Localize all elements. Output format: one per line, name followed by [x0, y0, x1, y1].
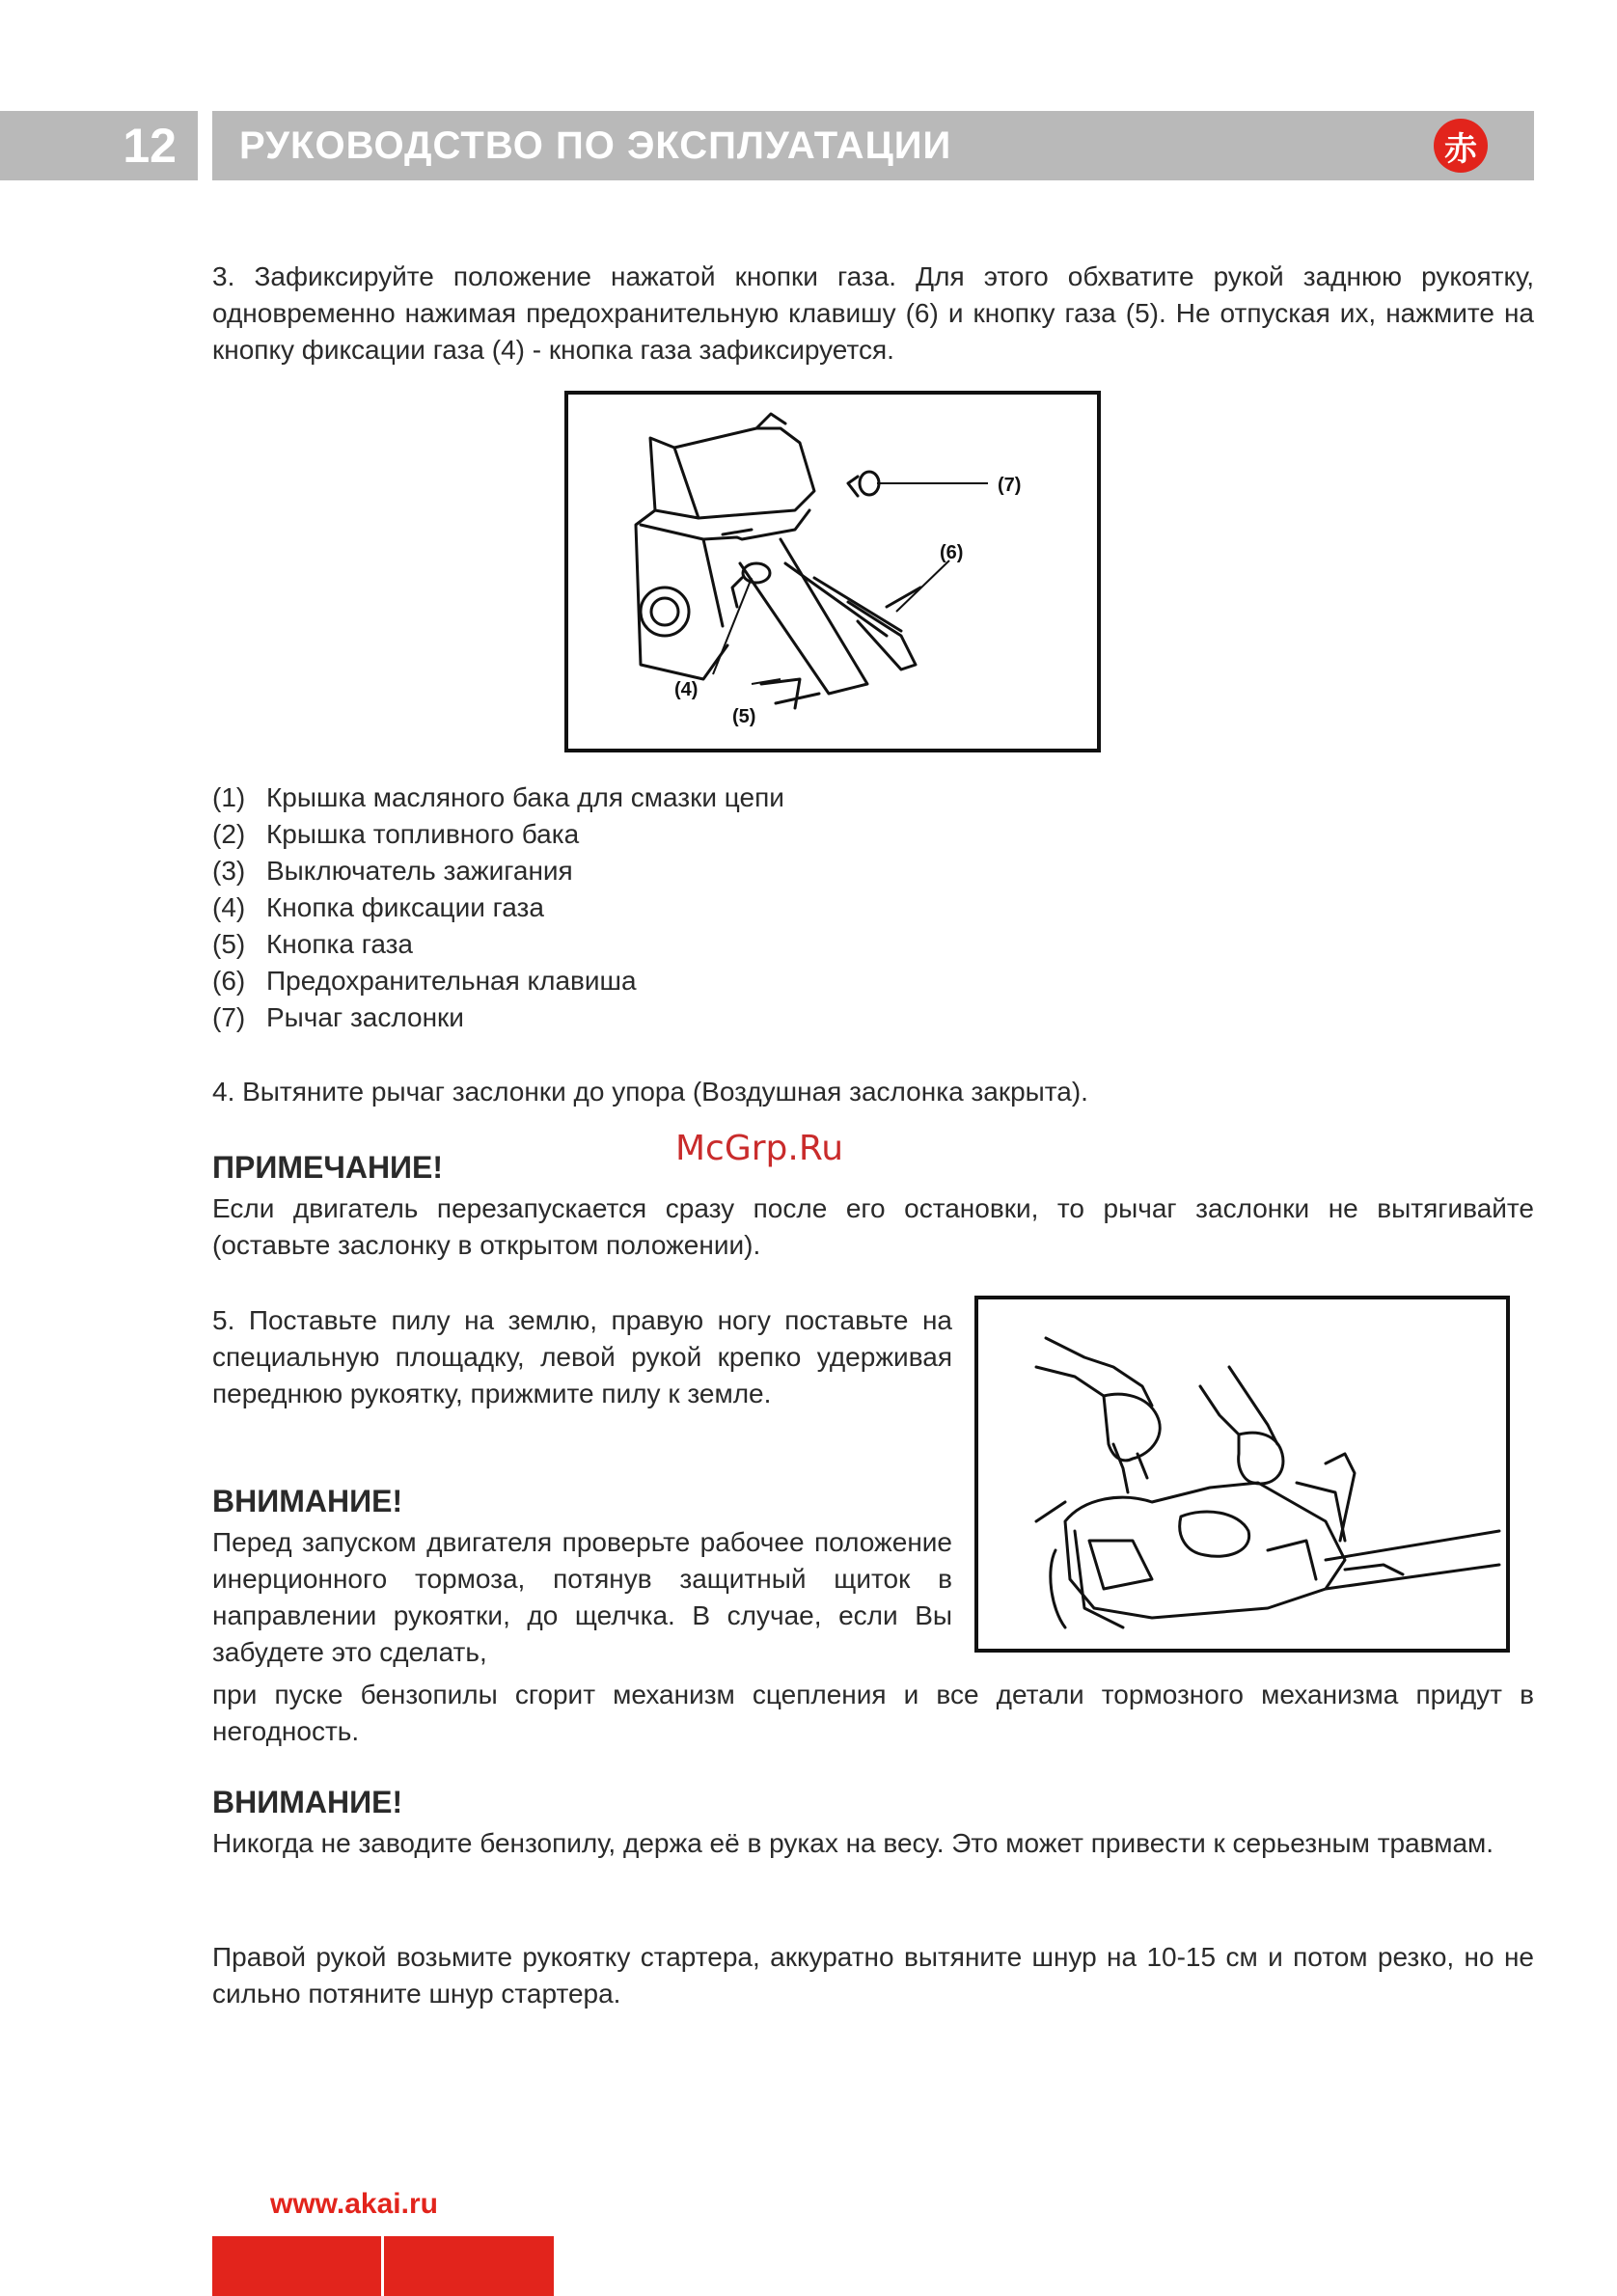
- callout-7: (7): [998, 475, 1022, 496]
- parts-legend: [212, 779, 784, 1036]
- legend-text: Предохранительная клавиша: [266, 966, 637, 996]
- warning-1-text-wide: при пуске бензопилы сгорит механизм сцепления и все детали тормозного механизма придут в негодность.: [212, 1680, 1534, 1746]
- legend-item: [212, 816, 784, 853]
- legend-item: [212, 963, 784, 999]
- warning-2-heading: ВНИМАНИЕ!: [212, 1785, 403, 1819]
- akai-logo-icon: 赤: [1434, 119, 1488, 173]
- chainsaw-handle-illustration: [568, 395, 1097, 749]
- legend-item: [212, 889, 784, 926]
- step-4-text: 4. Вытяните рычаг заслонки до упора (Воздушная заслонка закрыта).: [212, 1077, 1088, 1107]
- legend-number: (1): [212, 782, 246, 812]
- legend-number: (4): [212, 892, 246, 922]
- starter-instruction-text: Правой рукой возьмите рукоятку стартера, аккуратно вытяните шнур на 10-15 см и потом резко, но не сильно потяните шнур стартера.: [212, 1942, 1534, 2009]
- throttle-lock-figure: [564, 391, 1101, 752]
- legend-text: Крышка топливного бака: [266, 819, 580, 849]
- page-title: РУКОВОДСТВО ПО ЭКСПЛУАТАЦИИ: [239, 124, 952, 167]
- legend-text: Кнопка газа: [266, 929, 413, 959]
- header-bar: [212, 111, 1534, 180]
- page-number: 12: [0, 111, 198, 180]
- footer-accent-bar: [212, 2236, 381, 2296]
- legend-text: Выключатель зажигания: [266, 856, 573, 886]
- legend-number: (7): [212, 1002, 246, 1032]
- hands-on-chainsaw-illustration: [978, 1299, 1506, 1649]
- legend-text: Крышка масляного бака для смазки цепи: [266, 782, 784, 812]
- callout-5: (5): [732, 706, 756, 727]
- legend-item: [212, 779, 784, 816]
- legend-number: (5): [212, 929, 246, 959]
- watermark: McGrp.Ru: [675, 1129, 844, 1168]
- legend-number: (3): [212, 856, 246, 886]
- legend-text: Кнопка фиксации газа: [266, 892, 544, 922]
- step-3-text: 3. Зафиксируйте положение нажатой кнопки газа. Для этого обхватите рукой заднюю рукоятку, одновременно нажимая предохранительную клавишу (6) и кнопку газа (5). Не отпуская их, нажмите на кнопку фиксации газа (4) - кнопка газа зафиксируется.: [212, 261, 1534, 365]
- note-heading: ПРИМЕЧАНИЕ!: [212, 1150, 444, 1185]
- warning-2-text: Никогда не заводите бензопилу, держа её в руках на весу. Это может привести к серьезным травмам.: [212, 1828, 1494, 1858]
- callout-4: (4): [674, 679, 699, 700]
- legend-item: [212, 853, 784, 889]
- warning-1-heading: ВНИМАНИЕ!: [212, 1484, 403, 1518]
- callout-6: (6): [940, 542, 964, 563]
- note-text: Если двигатель перезапускается сразу после его остановки, то рычаг заслонки не вытягивайте (оставьте заслонку в открытом положении).: [212, 1193, 1534, 1260]
- legend-number: (2): [212, 819, 246, 849]
- legend-item: [212, 999, 784, 1036]
- chainsaw-start-position-figure: [974, 1296, 1510, 1653]
- legend-text: Рычаг заслонки: [266, 1002, 464, 1032]
- footer-website-link[interactable]: www.akai.ru: [270, 2188, 438, 2220]
- footer-accent-bar: [384, 2236, 554, 2296]
- legend-number: (6): [212, 966, 246, 996]
- warning-1-text-narrow: Перед запуском двигателя проверьте рабочее положение инерционного тормоза, потянув защитный щиток в направлении рукоятки, до щелчка. В случае, если Вы забудете это сделать,: [212, 1527, 952, 1667]
- legend-item: [212, 926, 784, 963]
- step-5-text: 5. Поставьте пилу на землю, правую ногу поставьте на специальную площадку, левой рукой крепко удерживая переднюю рукоятку, прижмите пилу к земле.: [212, 1305, 952, 1408]
